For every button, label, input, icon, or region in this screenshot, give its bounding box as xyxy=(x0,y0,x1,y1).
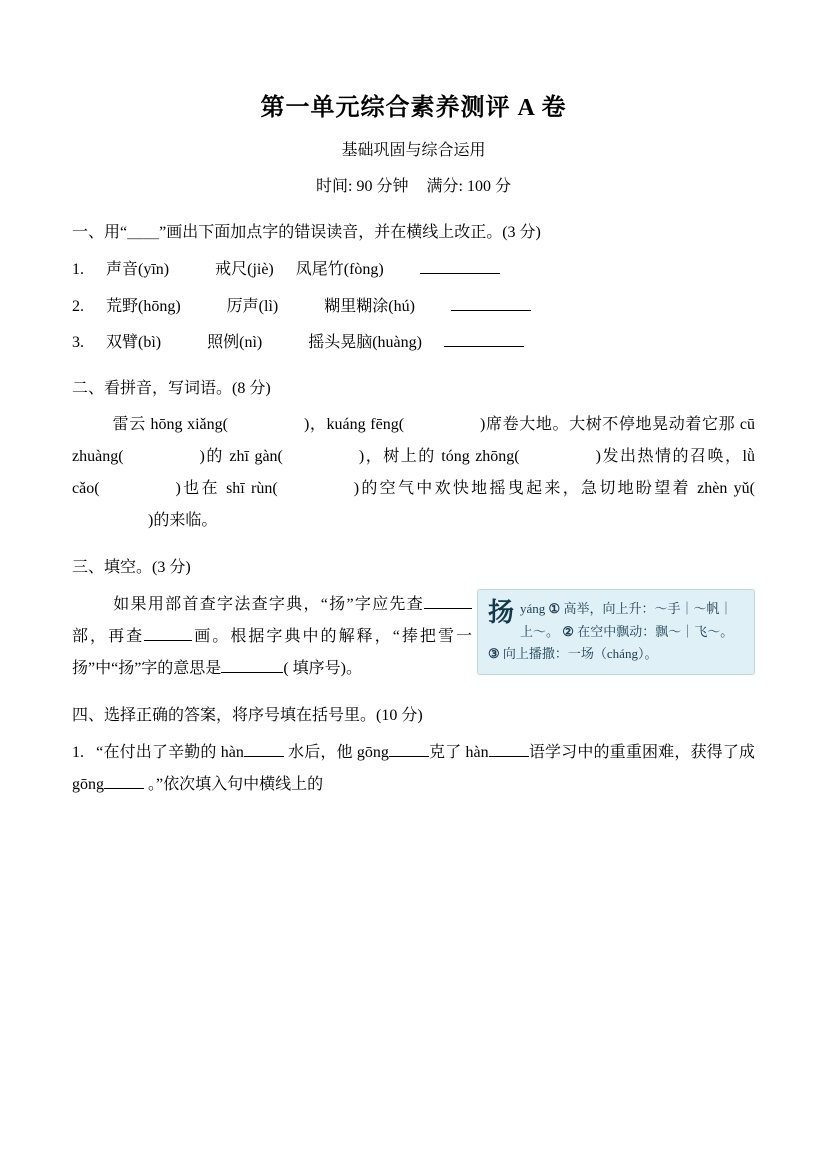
item-number: 3. xyxy=(72,334,84,352)
passage-part-7: )也在 shī rùn( xyxy=(175,480,278,498)
section-4-heading: 四、选择正确的答案，将序号填在括号里。(10 分) xyxy=(72,706,423,724)
radical-blank[interactable] xyxy=(424,592,472,609)
passage-part-6: )发出热情的召唤，lǜ cǎo( xyxy=(72,448,755,498)
fill-text-part-1: 如果用部首查字法查字典，“扬”字应先查 xyxy=(112,595,424,613)
section-1-item-1 xyxy=(72,255,755,285)
passage-part-3: )席卷大地。大树不停地晃动着它那 cū zhuàng( xyxy=(72,416,755,466)
q1-part-4: 语学习中的重重困难，获得了成 gōng xyxy=(72,743,755,793)
q1-part-3: 克了 hàn xyxy=(428,743,489,761)
dictionary-headword: 扬 xyxy=(488,597,515,627)
word-2: 厉声(lì) xyxy=(226,297,279,315)
q1-part-2: 水后，他 gōng xyxy=(288,743,389,761)
section-1-item-3 xyxy=(72,328,755,358)
definition-1-text: 高举，向上升：～手｜～帆｜上～。 xyxy=(520,600,733,639)
word-1: 荒野(hōng) xyxy=(106,297,181,315)
passage-part-8: )的空气中欢快地摇曳起来，急切地盼望着 zhèn yǔ( xyxy=(353,480,755,498)
word-2: 照例(nì) xyxy=(207,334,263,352)
section-1-item-2 xyxy=(72,292,755,322)
section-2-passage xyxy=(72,409,755,537)
definition-2-number: ② xyxy=(562,623,574,639)
section-1-heading: 一、用“＿＿”画出下面加点字的错误读音，并在横线上改正。(3 分) xyxy=(72,224,541,242)
definition-1-number: ① xyxy=(548,600,561,616)
section-3-body xyxy=(72,589,472,685)
section-3-body-wrap xyxy=(72,589,755,685)
choice-blank-3[interactable] xyxy=(489,740,529,757)
passage-part-2: )，kuáng fēng( xyxy=(303,416,405,434)
word-1: 声音(yīn) xyxy=(106,260,170,278)
section-2-heading: 二、看拼音，写词语。(8 分) xyxy=(72,379,271,397)
choice-blank-4[interactable] xyxy=(104,772,144,789)
item-number: 1. xyxy=(72,743,84,761)
q1-part-1: “在付出了辛勤的 hàn xyxy=(96,743,244,761)
word-3: 糊里糊涂(hú) xyxy=(324,297,415,315)
stroke-count-blank[interactable] xyxy=(144,624,192,641)
item-number: 1. xyxy=(72,260,84,278)
exam-meta xyxy=(72,176,755,198)
word-3: 凤尾竹(fòng) xyxy=(295,260,384,278)
choice-blank-1[interactable] xyxy=(244,740,284,757)
section-4-question-1 xyxy=(72,737,755,801)
fill-text-part-4: ( 填序号)。 xyxy=(283,659,362,677)
exam-time: 时间: 90 分钟 xyxy=(316,177,409,195)
passage-part-9: )的来临。 xyxy=(148,512,218,530)
fill-text-part-2: 部，再查 xyxy=(72,627,145,645)
answer-blank[interactable] xyxy=(444,330,524,347)
answer-blank[interactable] xyxy=(451,294,531,311)
answer-blank[interactable] xyxy=(420,257,500,274)
word-3: 摇头晃脑(huàng) xyxy=(308,334,422,352)
dictionary-pinyin: yáng xyxy=(520,600,546,616)
definition-3-text: 向上播撒：一场（cháng）。 xyxy=(502,646,658,662)
word-1: 双臂(bì) xyxy=(106,334,162,352)
fill-text-part-3: 画。根据字典中的解释，“捧把雪一扬”中“扬”字的意思是 xyxy=(72,627,472,677)
definition-2-text: 在空中飘动：飘～｜飞～。 xyxy=(577,623,734,639)
passage-part-5: )，树上的 tóng zhōng( xyxy=(358,448,520,466)
exam-total-score: 满分: 100 分 xyxy=(426,177,511,195)
definition-3-number: ③ xyxy=(488,646,500,662)
meaning-number-blank[interactable] xyxy=(221,656,283,673)
word-2: 戒尺(jiè) xyxy=(215,260,274,278)
passage-part-4: )的 zhī gàn( xyxy=(199,448,283,466)
dictionary-entry-card xyxy=(477,589,755,675)
item-number: 2. xyxy=(72,297,84,315)
page-title: 第一单元综合素养测评 A 卷 xyxy=(260,95,567,121)
section-3-heading: 三、填空。(3 分) xyxy=(72,559,191,577)
passage-part-1: 雷云 hōng xiǎng( xyxy=(112,416,228,434)
q1-part-5: 。”依次填入句中横线上的 xyxy=(148,775,324,793)
choice-blank-2[interactable] xyxy=(389,740,429,757)
page-subtitle: 基础巩固与综合运用 xyxy=(341,141,486,159)
